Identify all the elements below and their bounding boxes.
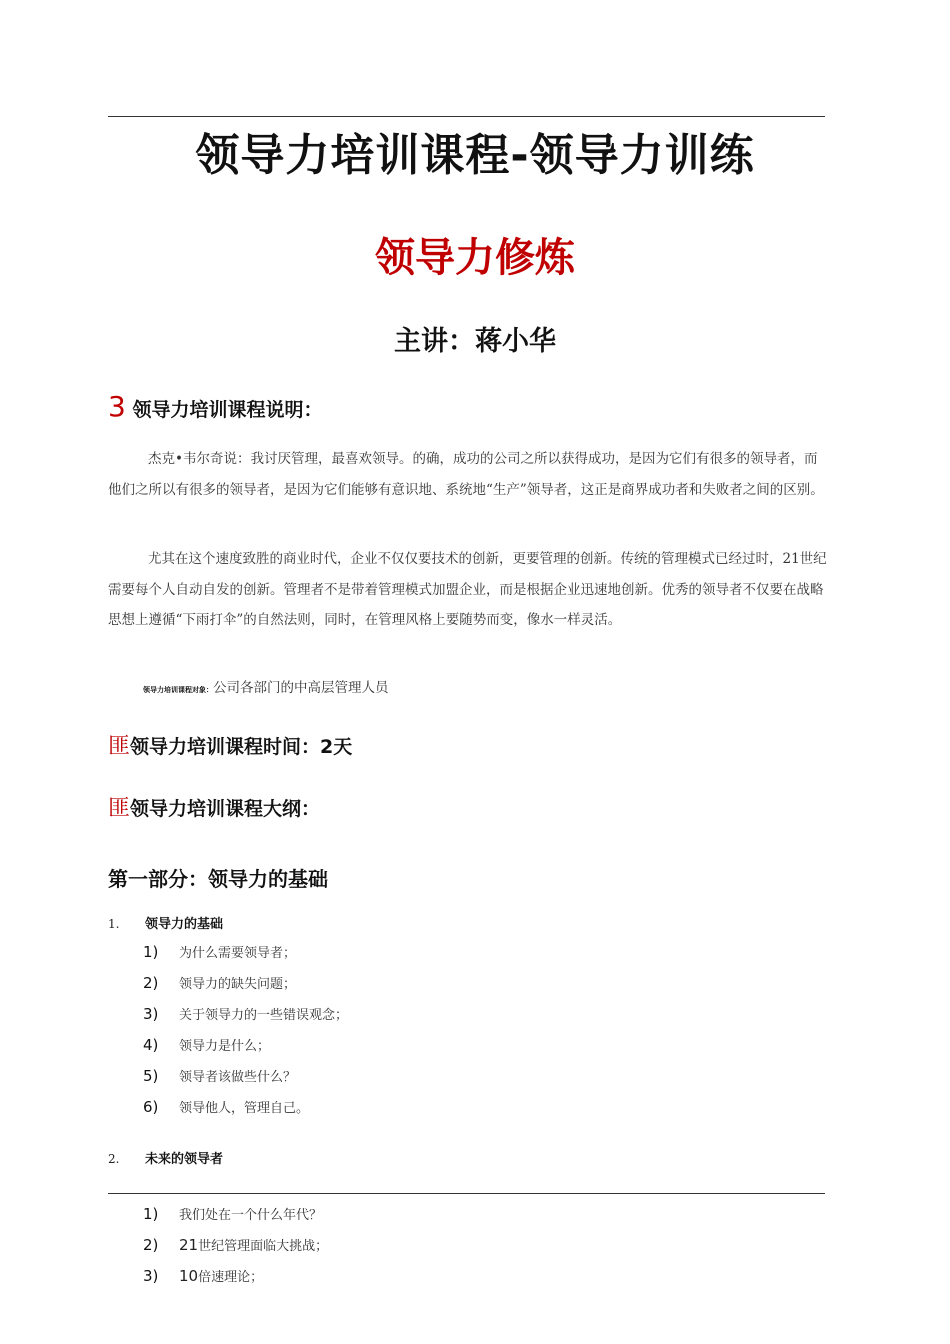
item-text: 倍速理论； (198, 1270, 264, 1285)
section-number: 1. (108, 917, 120, 931)
item-number: 5) (143, 1067, 159, 1085)
duration-heading-text: 领导力培训课程时间：2天 (130, 736, 353, 758)
item-number: 2) (143, 974, 159, 992)
item-number: 6) (143, 1098, 159, 1116)
item-lead-number: 10 (179, 1267, 199, 1285)
description-heading-text: 领导力培训课程说明： (132, 399, 323, 421)
item-number: 3) (143, 1267, 159, 1285)
list-item (143, 1097, 309, 1116)
section-title: 未来的领导者 (145, 1152, 224, 1167)
item-number: 1) (143, 943, 159, 961)
list-item (143, 1004, 348, 1023)
description-paragraph-1 (108, 444, 828, 505)
item-text: 领导者该做些什么？ (179, 1070, 297, 1085)
list-item (143, 973, 296, 992)
item-text: 世纪管理面临大挑战； (198, 1239, 329, 1254)
item-number: 1) (143, 1205, 159, 1223)
outline-heading-text: 领导力培训课程大纲： (130, 798, 321, 820)
heading-marker: 3 (108, 390, 126, 423)
paragraph-text: 尤其在这个速度致胜的商业时代，企业不仅仅要技术的创新，更要管理的创新。传统的管理模式已经过时，21世纪需要每个人自动自发的创新。管理者不是带着管理模式加盟企业，而是根据企业迅速地创新。优秀的领导者不仅要在战略思想上遵循“下雨打伞”的自然法则，同时，在管理风格上要随势而变，像水一样灵活。 (108, 551, 827, 628)
item-text: 领导力的缺失问题； (179, 977, 297, 992)
audience-line (143, 676, 389, 696)
description-paragraph-2 (108, 544, 828, 636)
list-item (143, 1204, 322, 1223)
top-rule (108, 116, 825, 117)
audience-value: 公司各部门的中高层管理人员 (213, 680, 389, 696)
description-heading (108, 390, 322, 423)
list-item (143, 942, 296, 961)
item-number: 2) (143, 1236, 159, 1254)
document-subtitle: 领导力修炼 (375, 235, 575, 281)
item-text: 我们处在一个什么年代？ (179, 1208, 323, 1223)
list-item (143, 1035, 270, 1054)
audience-label: 领导力培训课程对象： (143, 686, 213, 694)
heading-marker: 匪 (108, 734, 131, 759)
section-heading (108, 1148, 223, 1167)
duration-heading (108, 729, 352, 760)
list-item (143, 1066, 296, 1085)
section-number: 2. (108, 1152, 120, 1166)
item-text: 领导他人，管理自己。 (179, 1101, 310, 1116)
item-number: 4) (143, 1036, 159, 1054)
list-item (143, 1235, 328, 1254)
item-number: 3) (143, 1005, 159, 1023)
section-heading (108, 913, 223, 932)
list-item (143, 1266, 263, 1285)
page-break-rule (108, 1193, 825, 1194)
lecturer: 主讲：蒋小华 (394, 326, 556, 357)
part-heading: 第一部分：领导力的基础 (108, 867, 328, 891)
paragraph-text: 杰克•韦尔奇说：我讨厌管理，最喜欢领导。的确，成功的公司之所以获得成功，是因为它们有很多的领导者，而他们之所以有很多的领导者，是因为它们能够有意识地、系统地“生产”领导者，这正是商界成功者和失败者之间的区别。 (108, 451, 824, 498)
outline-heading (108, 791, 320, 822)
item-text: 关于领导力的一些错误观念； (179, 1008, 349, 1023)
heading-marker: 匪 (108, 796, 131, 821)
item-text: 为什么需要领导者； (179, 946, 297, 961)
section-title: 领导力的基础 (145, 917, 224, 932)
document-title: 领导力培训课程-领导力训练 (195, 130, 755, 181)
item-text: 领导力是什么； (179, 1039, 271, 1054)
item-lead-number: 21 (179, 1236, 199, 1254)
